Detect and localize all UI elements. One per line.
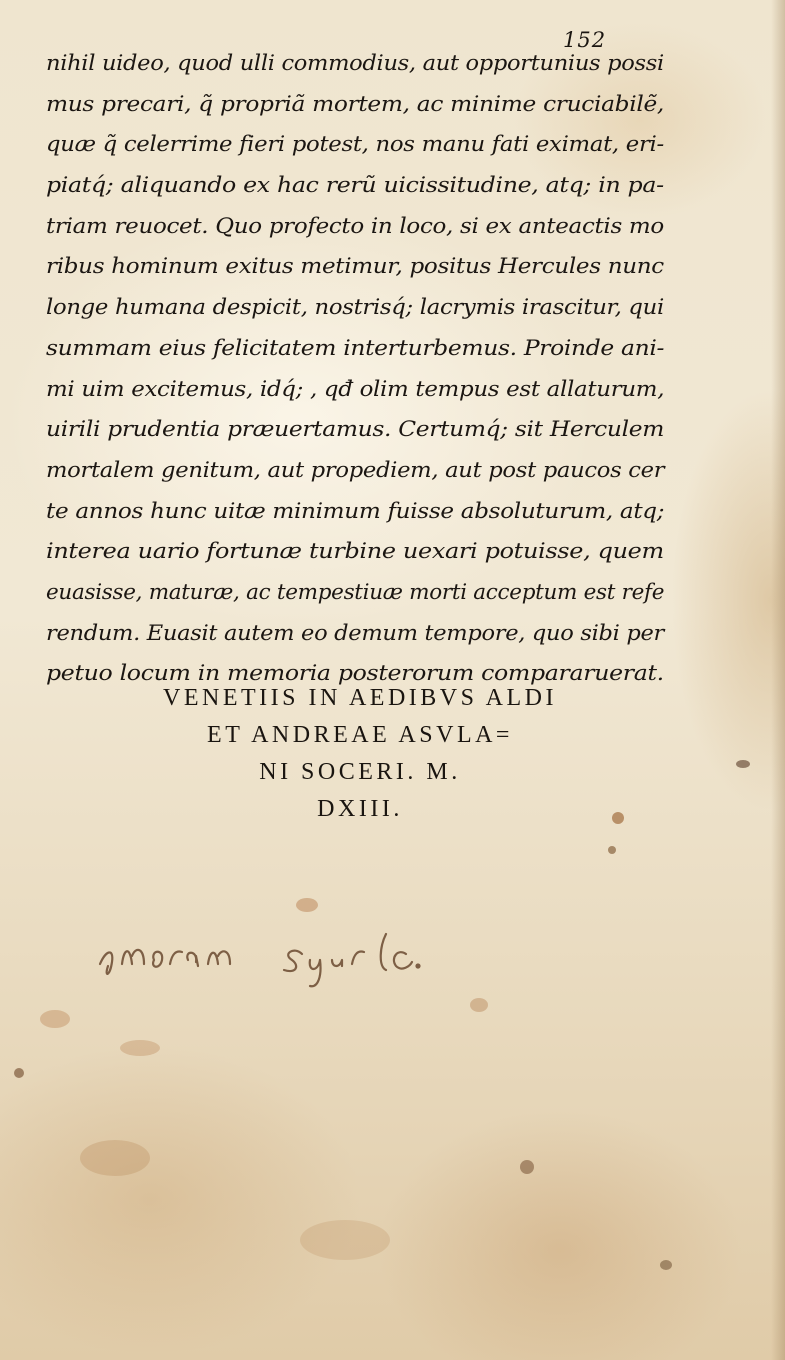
foxing-stain bbox=[736, 760, 750, 768]
foxing-stain bbox=[40, 1010, 70, 1028]
text-line: uirili prudentia præuertamus. Certumq́; sit Herculem bbox=[46, 417, 665, 443]
text-line: triam reuocet. Quo profecto in loco, si ex anteactis mo bbox=[46, 213, 664, 239]
text-line: interea uario fortunæ turbine uexari potuisse, quem bbox=[46, 539, 664, 565]
text-line: quæ q̃ celerrime fieri potest, nos manu fati eximat, eri- bbox=[46, 132, 664, 158]
colophon bbox=[70, 680, 650, 828]
foxing-stain bbox=[14, 1068, 24, 1078]
text-line: ribus hominum exitus metimur, positus Hercules nunc bbox=[46, 254, 664, 280]
text-line: rendum. Euasit autem eo demum tempore, quo sibi per bbox=[46, 620, 664, 646]
colophon-line: ET ANDREAE ASVLA= bbox=[207, 722, 513, 748]
body-text bbox=[46, 44, 664, 695]
foxing-stain bbox=[608, 846, 616, 854]
text-line: te annos hunc uitæ minimum fuisse absoluturum, atq; bbox=[46, 498, 665, 524]
page-number: 152 bbox=[563, 28, 607, 52]
colophon-line: NI SOCERI. M. bbox=[259, 759, 461, 785]
foxing-stain bbox=[120, 1040, 160, 1056]
foxing-stain bbox=[520, 1160, 534, 1174]
text-line: longe humana despicit, nostrisq́; lacrymis irascitur, qui bbox=[46, 295, 664, 321]
text-line: petuo locum in memoria posterorum compararuerat. bbox=[46, 661, 664, 687]
page-edge-shadow bbox=[771, 0, 785, 1360]
text-line: euasisse, maturæ, ac tempestiuæ morti acceptum est refe bbox=[46, 579, 665, 605]
text-line: mortalem genitum, aut propediem, aut post paucos cer bbox=[46, 457, 665, 483]
colophon-line: VENETIIS IN AEDIBVS ALDI bbox=[163, 685, 557, 711]
foxing-stain bbox=[470, 998, 488, 1012]
text-line: summam eius felicitatem interturbemus. Proinde ani- bbox=[46, 335, 665, 361]
text-line: mus precari, q̃ propriã mortem, ac minime cruciabilẽ, bbox=[46, 91, 665, 117]
foxing-stain bbox=[296, 898, 318, 912]
foxing-stain bbox=[300, 1220, 390, 1260]
foxing-stain bbox=[660, 1260, 672, 1270]
colophon-line: DXIII. bbox=[317, 796, 403, 822]
text-line: piatq́; aliquando ex hac rerũ uicissitudine, atq; in pa- bbox=[46, 173, 664, 199]
text-line: mi uim excitemus, idq́; , qđ olim tempus est allaturum, bbox=[46, 376, 665, 402]
handwritten-signature bbox=[96, 920, 516, 990]
foxing-stain bbox=[80, 1140, 150, 1176]
text-line: nihil uideo, quod ulli commodius, aut opportunius possi bbox=[46, 51, 664, 76]
